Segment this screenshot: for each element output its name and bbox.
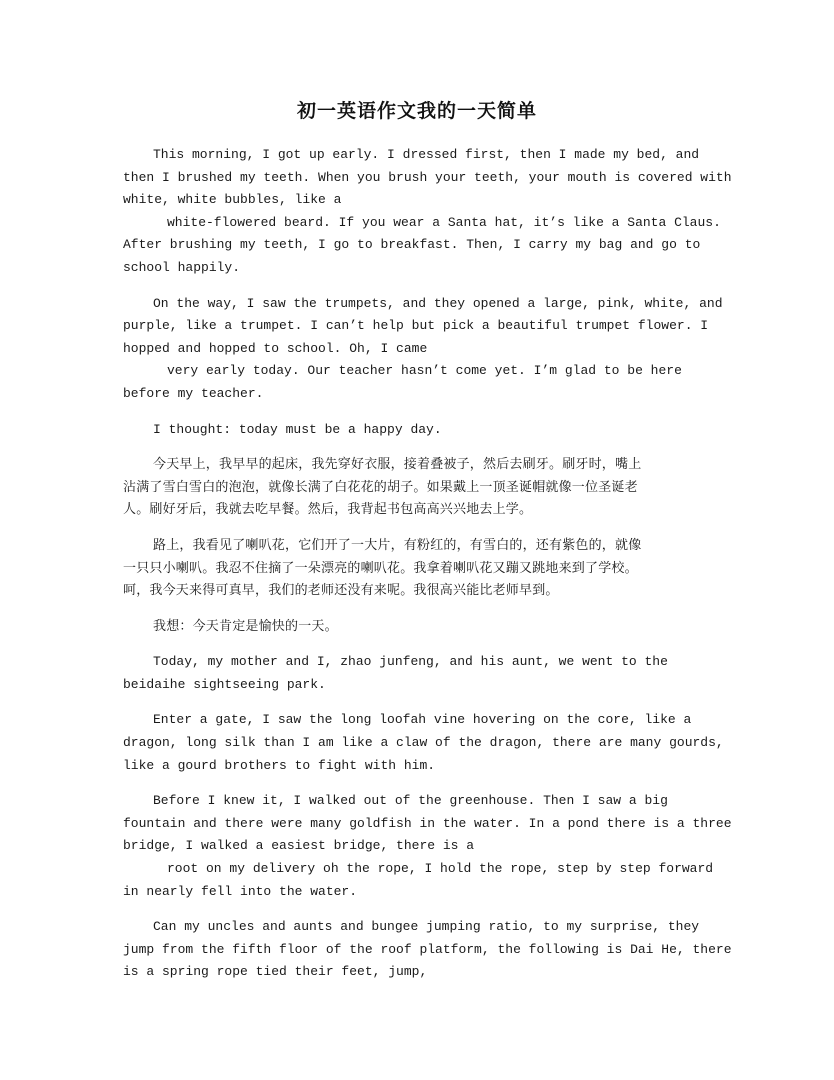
text-line: 人。刷好牙后，我就去吃早餐。然后，我背起书包高高兴兴地去上学。 <box>123 502 533 518</box>
text-line: is a spring rope tied their feet, jump, <box>123 964 428 980</box>
document-body <box>123 144 732 997</box>
text-line: 今天早上，我早早的起床，我先穿好衣服，接着叠被子，然后去刷牙。刷牙时，嘴上 <box>153 457 642 473</box>
paragraph-thought <box>123 419 713 442</box>
paragraph-chinese-on-the-way <box>123 535 713 603</box>
text-line: hopped and hopped to school. Oh, I came <box>123 340 428 356</box>
text-line: 我想：今天肯定是愉快的一天。 <box>153 618 338 634</box>
text-line: school happily. <box>123 259 241 275</box>
document-title: 初一英语作文我的一天简单 <box>296 100 537 122</box>
text-line: Before I knew it, I walked out of the greenhouse. Then I saw a big <box>153 793 668 809</box>
text-line: Enter a gate, I saw the long loofah vine hovering on the core, like a <box>153 712 692 728</box>
text-line: Can my uncles and aunts and bungee jumping ratio, to my surprise, they <box>153 919 700 935</box>
text-line: very early today. Our teacher hasn’t come yet. I’m glad to be here <box>167 363 682 379</box>
text-line: then I brushed my teeth. When you brush your teeth, your mouth is covered with <box>123 169 732 185</box>
paragraph-chinese-morning <box>123 454 713 522</box>
text-line: root on my delivery oh the rope, I hold the rope, step by step forward <box>167 861 714 877</box>
text-line: dragon, long silk than I am like a claw of the dragon, there are many gourds, <box>123 735 724 751</box>
text-line: 呵，我今天来得可真早，我们的老师还没有来呢。我很高兴能比老师早到。 <box>123 583 559 599</box>
text-line: 路上，我看见了喇叭花，它们开了一大片，有粉红的，有雪白的，还有紫色的，就像 <box>153 537 642 553</box>
text-line: before my teacher. <box>123 385 264 401</box>
paragraph-bungee <box>123 916 732 984</box>
text-line: purple, like a trumpet. I can’t help but pick a beautiful trumpet flower. I <box>123 318 709 334</box>
paragraph-chinese-thought <box>123 616 713 639</box>
paragraph-morning <box>123 144 732 280</box>
paragraph-gate <box>123 709 724 777</box>
paragraph-today-park <box>123 651 713 696</box>
text-line: 沾满了雪白雪白的泡泡，就像长满了白花花的胡子。如果戴上一顶圣诞帽就像一位圣诞老 <box>123 479 638 495</box>
text-line: white-flowered beard. If you wear a Santa hat, it’s like a Santa Claus. <box>167 214 721 230</box>
text-line: After brushing my teeth, I go to breakfast. Then, I carry my bag and go to <box>123 237 701 253</box>
text-line: 一只只小喇叭。我忍不住摘了一朵漂亮的喇叭花。我拿着喇叭花又蹦又跳地来到了学校。 <box>123 560 638 576</box>
text-line: in nearly fell into the water. <box>123 883 358 899</box>
text-line: like a gourd brothers to fight with him. <box>123 757 436 773</box>
text-line: This morning, I got up early. I dressed first, then I made my bed, and <box>153 147 700 162</box>
text-line: bridge, I walked a easiest bridge, there is a <box>123 838 475 854</box>
paragraph-greenhouse <box>123 790 732 903</box>
text-line: white, white bubbles, like a <box>123 192 342 208</box>
text-line: On the way, I saw the trumpets, and they opened a large, pink, white, and <box>153 295 723 311</box>
text-line: jump from the fifth floor of the roof platform, the following is Dai He, there <box>123 941 732 957</box>
text-line: Today, my mother and I, zhao junfeng, and his aunt, we went to the <box>153 654 668 670</box>
paragraph-on-the-way <box>123 293 723 406</box>
text-line: fountain and there were many goldfish in the water. In a pond there is a three <box>123 815 732 831</box>
text-line: beidaihe sightseeing park. <box>123 676 326 692</box>
text-line: I thought: today must be a happy day. <box>153 421 442 437</box>
